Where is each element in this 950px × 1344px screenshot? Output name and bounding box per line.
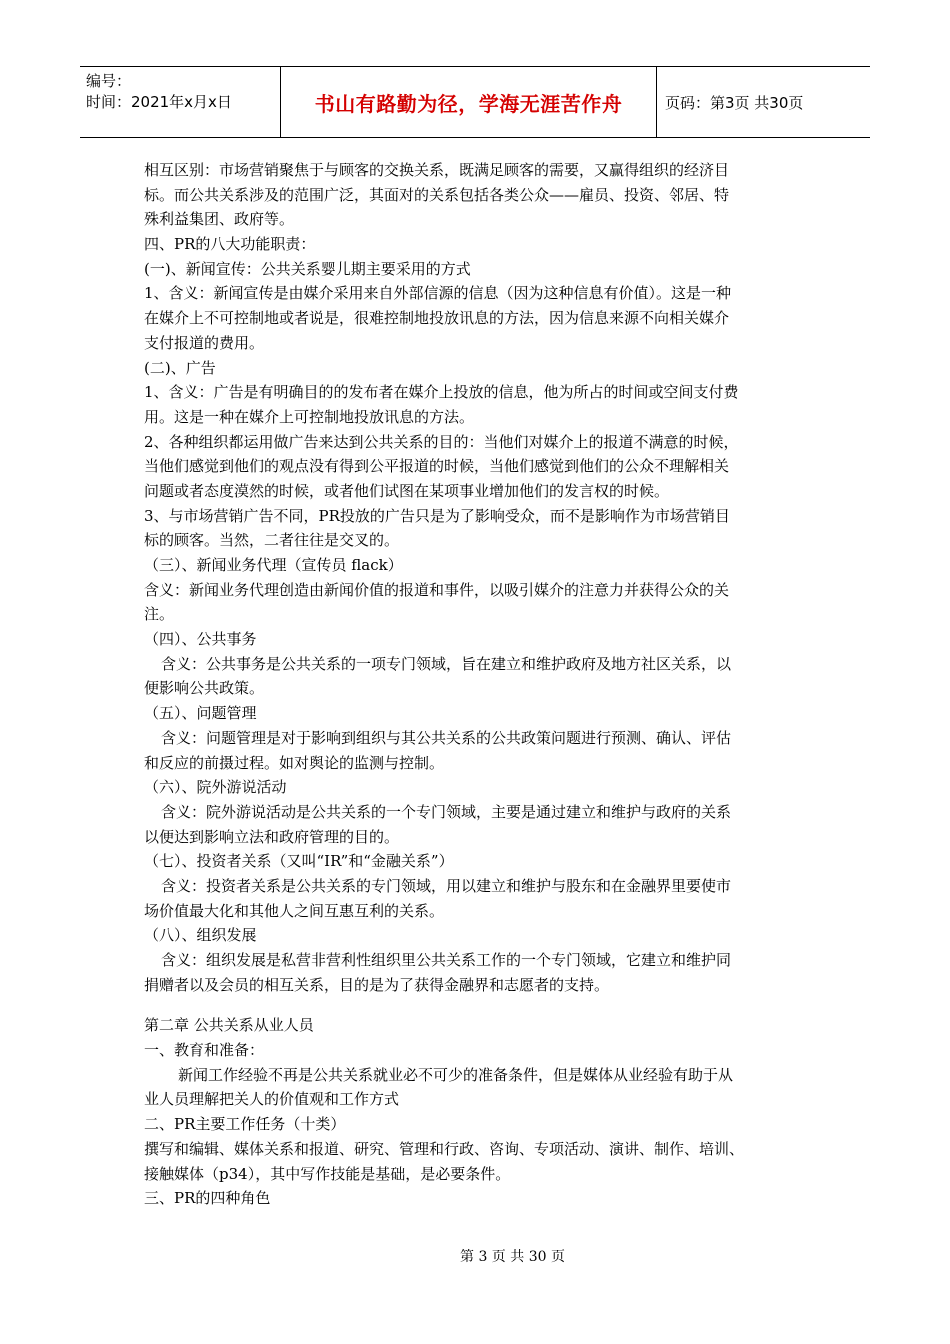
header-page-info: 页码：第3页 共30页 bbox=[665, 93, 804, 112]
body-text-line: （七）、投资者关系（又叫“IR”和“金融关系”） bbox=[144, 852, 454, 871]
body-text-line: （六）、院外游说活动 bbox=[144, 778, 287, 797]
body-text-line: （四）、公共事务 bbox=[144, 630, 257, 649]
paragraph-gap bbox=[144, 997, 808, 1013]
body-text-line: 相互区别：市场营销聚焦于与顾客的交换关系，既满足顾客的需要，又赢得组织的经济目 bbox=[144, 161, 730, 179]
body-text-line: 场价值最大化和其他人之间互惠互利的关系。 bbox=[144, 901, 445, 920]
header-meta-cell bbox=[80, 67, 281, 137]
body-text-line: 当他们感觉到他们的观点没有得到公平报道的时候，当他们感觉到他们的公众不理解相关 bbox=[144, 457, 730, 476]
body-text-line: （五）、问题管理 bbox=[144, 704, 257, 723]
body-text-line: 捐赠者以及会员的相互关系，目的是为了获得金融界和志愿者的支持。 bbox=[144, 975, 610, 994]
body-text-line: 3、与市场营销广告不同，PR投放的广告只是为了影响受众，而不是影响作为市场营销目 bbox=[144, 506, 730, 525]
body-text-line: 二、PR主要工作任务（十类） bbox=[144, 1115, 346, 1134]
footer-page-number: 第 3 页 共 30 页 bbox=[460, 1249, 565, 1265]
body-text-line: 1、含义：新闻宣传是由媒介采用来自外部信源的信息（因为这种信息有价值）。这是一种 bbox=[144, 284, 732, 303]
body-text-line: 三、PR的四种角色 bbox=[144, 1189, 271, 1208]
header-motto: 书山有路勤为径，学海无涯苦作舟 bbox=[281, 67, 657, 137]
document-time-label: 时间：2021年x月x日 bbox=[86, 93, 232, 111]
body-text-line: 含义：院外游说活动是公共关系的一个专门领域，主要是通过建立和维护与政府的关系 bbox=[161, 802, 732, 821]
body-text-line: 业人员理解把关人的价值观和工作方式 bbox=[144, 1090, 400, 1109]
body-text-line: (二)、广告 bbox=[144, 358, 216, 377]
body-text-line: 以便达到影响立法和政府管理的目的。 bbox=[144, 827, 400, 846]
body-text-line: 撰写和编辑、媒体关系和报道、研究、管理和行政、咨询、专项活动、演讲、制作、培训、 bbox=[144, 1139, 745, 1158]
body-text-line: 接触媒体（p34），其中写作技能是基础，是必要条件。 bbox=[144, 1164, 511, 1183]
page-footer bbox=[0, 1246, 950, 1266]
document-number-label: 编号： bbox=[86, 72, 132, 90]
body-text-line: 问题或者态度漠然的时候，或者他们试图在某项事业增加他们的发言权的时候。 bbox=[144, 481, 670, 500]
body-text-line: 标的顾客。当然，二者往往是交叉的。 bbox=[144, 531, 400, 550]
body-text-line: 含义：组织发展是私营非营利性组织里公共关系工作的一个专门领域，它建立和维护同 bbox=[161, 951, 732, 969]
body-text-line: (一)、新闻宣传：公共关系婴儿期主要采用的方式 bbox=[144, 259, 471, 278]
document-body bbox=[144, 158, 808, 1211]
body-text-line: 标。而公共关系涉及的范围广泛，其面对的关系包括各类公众——雇员、投资、邻居、特 bbox=[144, 185, 730, 204]
body-text-line: 便影响公共政策。 bbox=[144, 679, 265, 698]
body-text-line: 四、PR的八大功能职责： bbox=[144, 235, 316, 254]
body-text-line: 含义：投资者关系是公共关系的专门领域，用以建立和维护与股东和在金融界里要使市 bbox=[161, 876, 732, 895]
body-text-line: 一、教育和准备： bbox=[144, 1041, 265, 1060]
body-text-line: 殊利益集团、政府等。 bbox=[144, 210, 295, 229]
body-text-line: 支付报道的费用。 bbox=[144, 333, 265, 352]
body-text-line: （三）、新闻业务代理（宣传员 flack） bbox=[144, 556, 403, 574]
body-text-line: （八）、组织发展 bbox=[144, 926, 257, 945]
body-text-line: 1、含义：广告是有明确目的的发布者在媒介上投放的信息，他为所占的时间或空间支付费 bbox=[144, 383, 739, 402]
body-text-line: 和反应的前摄过程。如对舆论的监测与控制。 bbox=[144, 753, 445, 772]
body-text-line: 2、各种组织都运用做广告来达到公共关系的目的：当他们对媒介上的报道不满意的时候， bbox=[144, 432, 739, 451]
body-text-line: 含义：公共事务是公共关系的一项专门领域，旨在建立和维护政府及地方社区关系，以 bbox=[161, 654, 732, 673]
body-text-line: 用。这是一种在媒介上可控制地投放讯息的方法。 bbox=[144, 407, 475, 426]
page-header bbox=[80, 66, 870, 138]
body-text-line: 在媒介上不可控制地或者说是，很难控制地投放讯息的方法，因为信息来源不向相关媒介 bbox=[144, 309, 730, 328]
body-text-line: 注。 bbox=[144, 605, 175, 624]
body-text-line: 第二章 公共关系从业人员 bbox=[144, 1016, 314, 1035]
body-text-line: 含义：问题管理是对于影响到组织与其公共关系的公共政策问题进行预测、确认、评估 bbox=[161, 728, 732, 747]
body-text-line: 新闻工作经验不再是公共关系就业必不可少的准备条件，但是媒体从业经验有助于从 bbox=[178, 1065, 734, 1084]
body-text-line: 含义：新闻业务代理创造由新闻价值的报道和事件，以吸引媒介的注意力并获得公众的关 bbox=[144, 580, 730, 599]
